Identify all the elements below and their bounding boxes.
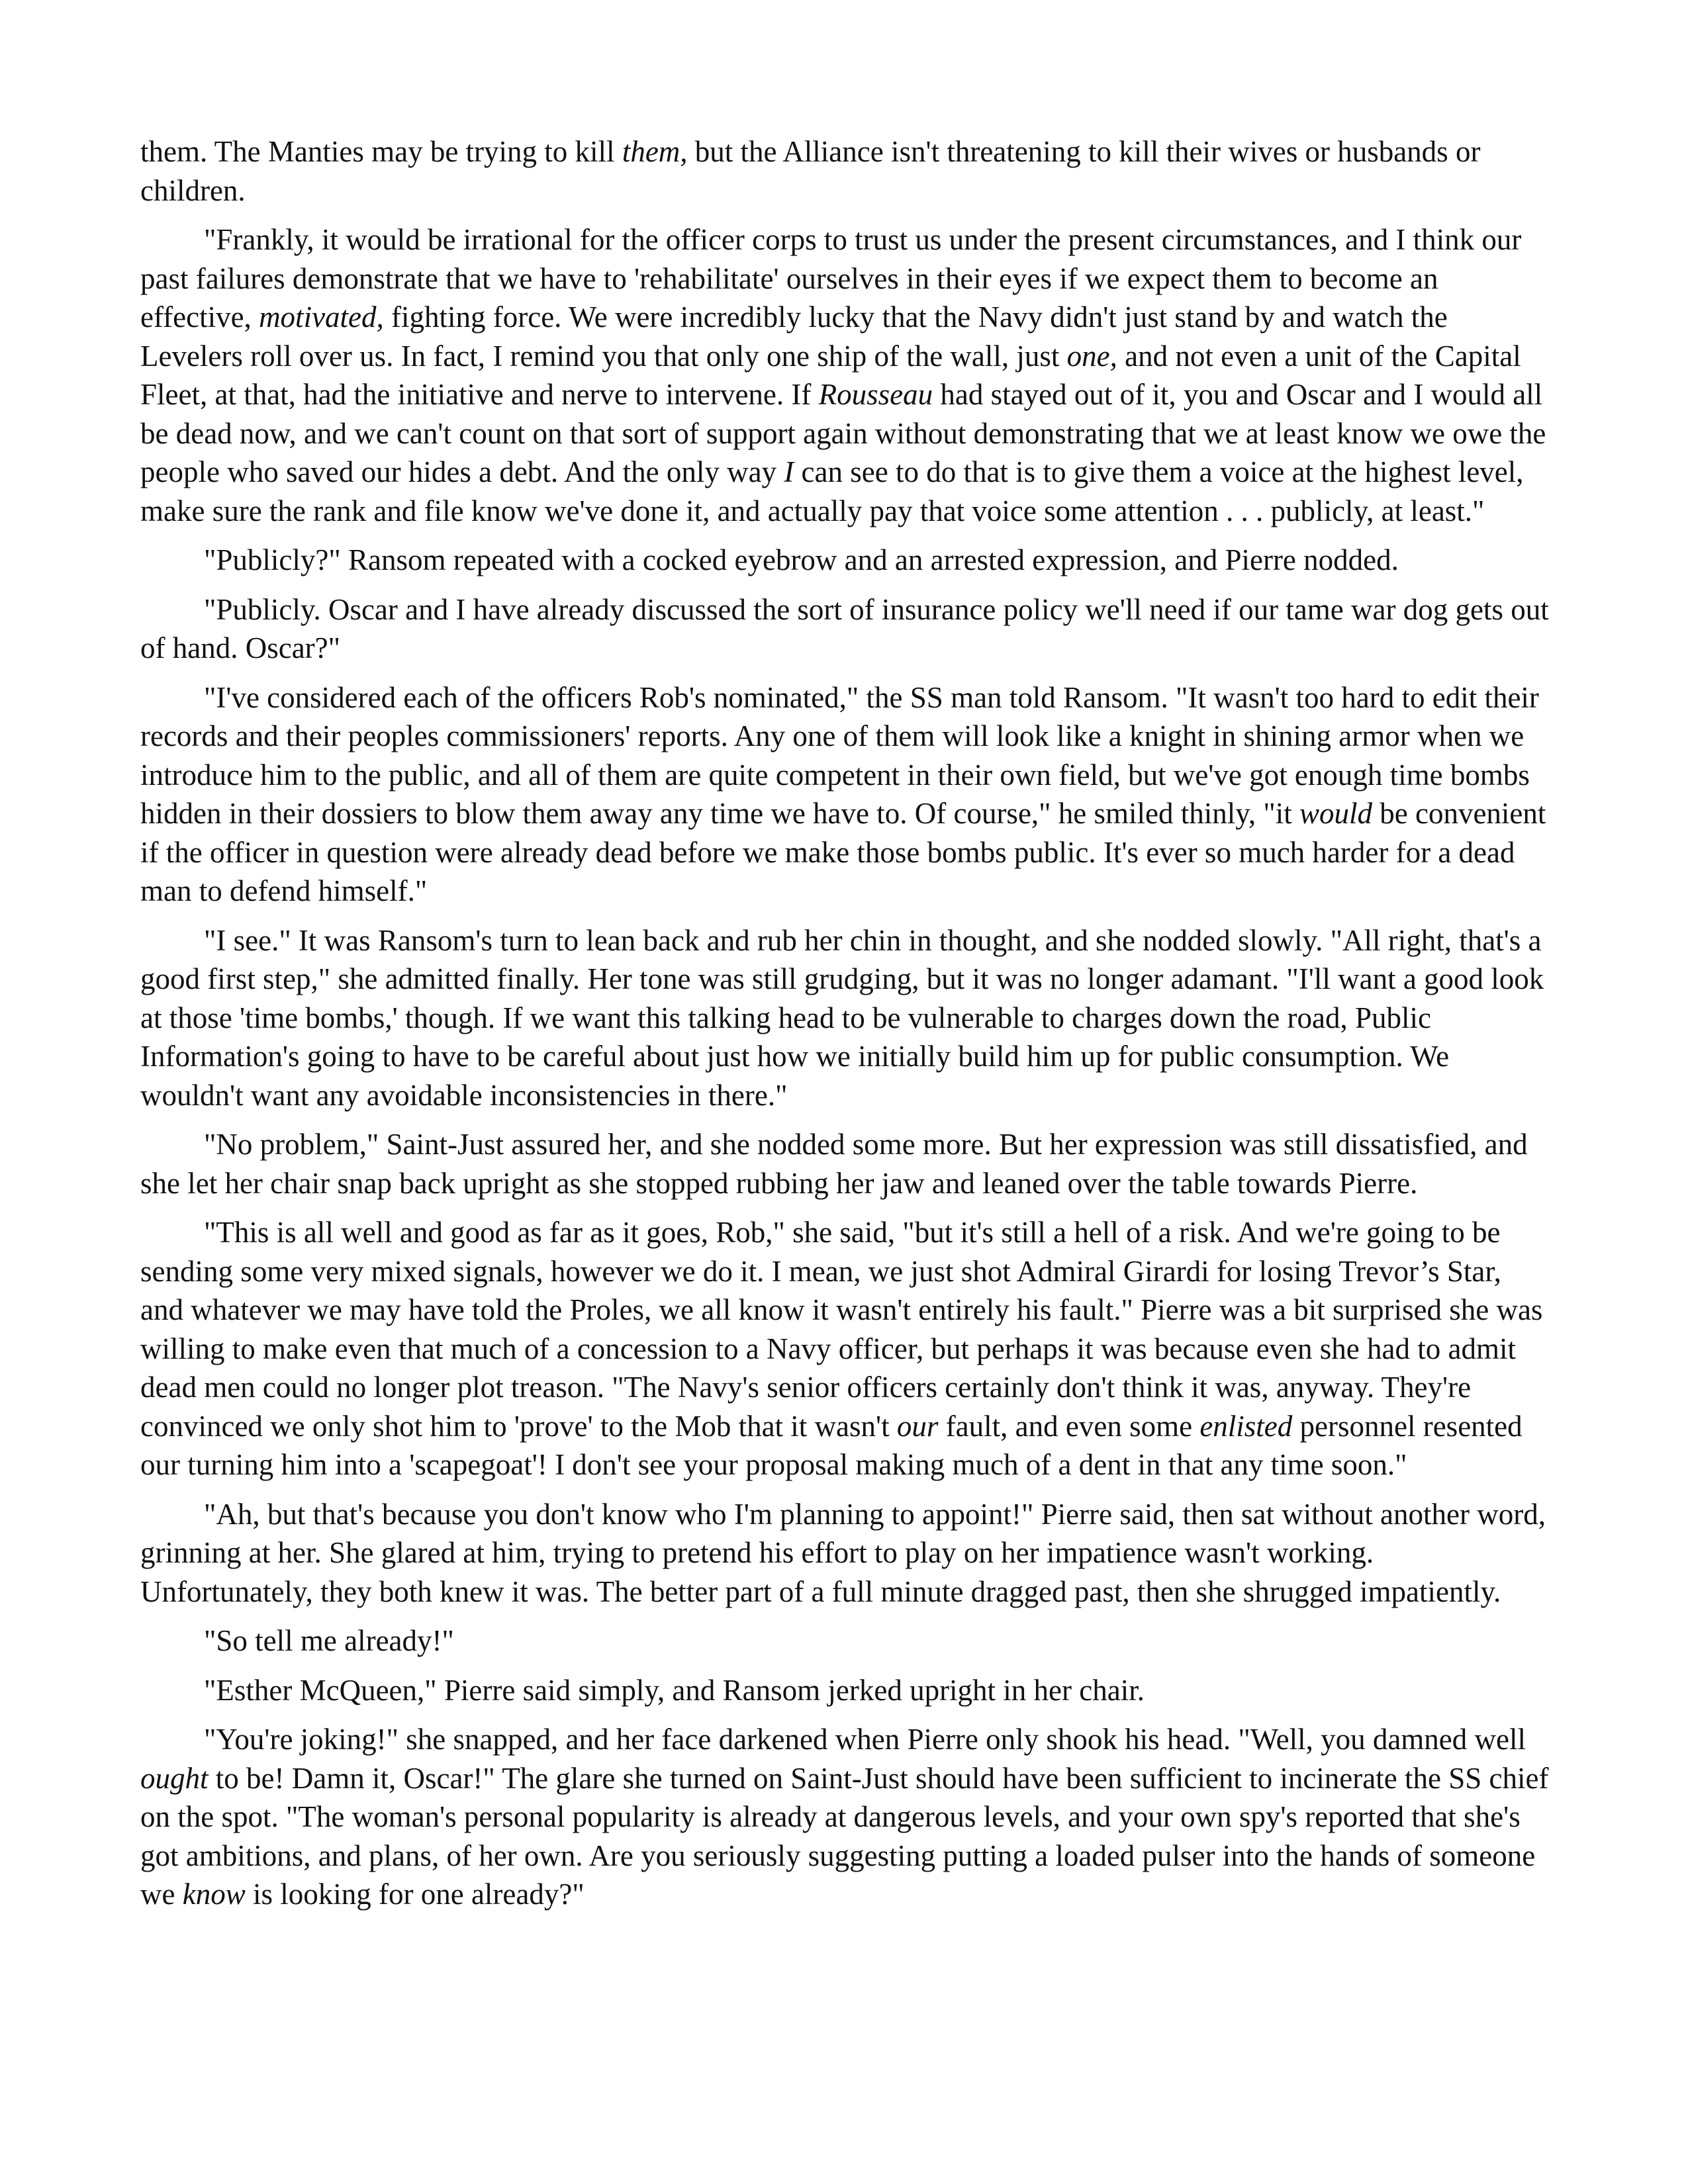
paragraph xyxy=(140,1621,1550,1661)
text-run: "I've considered each of the officers Rob's nominated," the SS man told Ransom. "It wasn't too hard to edit their records and their peoples commissioners' reports. Any one of them will look like a knight in shining armor when we introduce him to the public, and all of them are quite competent in their own field, but we've got enough time bombs hidden in their dossiers to blow them away any time we have to. Of course," he smiled thinly, "it xyxy=(140,680,1539,830)
paragraph xyxy=(140,1213,1550,1484)
italic-text: Rousseau xyxy=(818,378,933,411)
text-run: be convenient if the officer in question were already dead before we make those bombs public. It's ever so much harder for a dead man to defend himself." xyxy=(140,797,1546,907)
text-run: had stayed out of it, you and Oscar and I would all be dead now, and we can't count on that sort of support again without demonstrating that we at least know we owe the people who saved our hides a debt. And the only way xyxy=(140,378,1546,488)
paragraph xyxy=(140,1495,1550,1612)
paragraph xyxy=(140,1125,1550,1203)
text-run: "No problem," Saint-Just assured her, and she nodded some more. But her expression was still dissatisfied, and she let her chair snap back upright as she stopped rubbing her jaw and leaned over the table towards Pierre. xyxy=(140,1128,1528,1200)
text-run: fighting force. We were incredibly lucky that the Navy didn't just stand by and watch the Levelers roll over us. In fact, I remind you that only one ship of the wall, just xyxy=(140,300,1448,373)
paragraph xyxy=(140,1720,1550,1914)
book-page xyxy=(140,132,1550,1925)
italic-text: know xyxy=(182,1878,246,1911)
text-run: "Publicly?" Ransom repeated with a cocked eyebrow and an arrested expression, and Pierre nodded. xyxy=(204,543,1399,576)
paragraph xyxy=(140,590,1550,668)
text-run: "Ah, but that's because you don't know who I'm planning to appoint!" Pierre said, then sat without another word, grinning at her. She glared at him, trying to pretend his effort to play on her impatience wasn't working. Unfortunately, they both knew it was. The better part of a full minute dragged past, then she shrugged impatiently. xyxy=(140,1497,1546,1608)
text-run: "Publicly. Oscar and I have already discussed the sort of insurance policy we'll need if our tame war dog gets out of hand. Oscar?" xyxy=(140,592,1549,664)
italic-text: motivated, xyxy=(259,300,384,334)
text-run: personnel resented our turning him into a 'scapegoat'! I don't see your proposal making much of a dent in that any time soon." xyxy=(140,1409,1523,1481)
italic-text: one, xyxy=(1066,339,1117,373)
paragraph xyxy=(140,132,1550,210)
paragraph xyxy=(140,921,1550,1115)
text-run: can see to do that is to give them a voice at the highest level, make sure the rank and file know we've done it, and actually pay that voice some attention . . . publicly, at least." xyxy=(140,455,1524,527)
paragraph xyxy=(140,1671,1550,1710)
italic-text: ought xyxy=(140,1761,209,1795)
text-run: them. The Manties may be trying to kill xyxy=(140,135,622,168)
text-run: and not even a unit of the Capital Fleet, at that, had the initiative and nerve to intervene. If xyxy=(140,339,1521,411)
text-run: "Esther McQueen," Pierre said simply, and Ransom jerked upright in her chair. xyxy=(204,1673,1145,1707)
paragraph xyxy=(140,220,1550,530)
text-run: "So tell me already!" xyxy=(204,1624,454,1657)
italic-text: I xyxy=(784,455,794,488)
italic-text: would xyxy=(1299,797,1372,830)
italic-text: our xyxy=(896,1409,939,1443)
text-run: "Frankly, it would be irrational for the officer corps to trust us under the present circumstances, and I think our past failures demonstrate that we have to 'rehabilitate' ourselves in their eyes if we expect them to become an effective, xyxy=(140,223,1522,334)
italic-text: them, xyxy=(622,135,688,168)
text-run: "You're joking!" she snapped, and her face darkened when Pierre only shook his head. "Well, you damned well xyxy=(204,1723,1526,1756)
text-run: is looking for one already?" xyxy=(245,1878,585,1911)
paragraph xyxy=(140,541,1550,580)
paragraph xyxy=(140,678,1550,911)
text-run: fault, and even some xyxy=(938,1409,1200,1443)
text-run: but the Alliance isn't threatening to kill their wives or husbands or children. xyxy=(140,135,1481,207)
text-run: "This is all well and good as far as it goes, Rob," she said, "but it's still a hell of a risk. And we're going to be sending some very mixed signals, however we do it. I mean, we just shot Admiral Girardi for losing Trevor’s Star, and whatever we may have told the Proles, we all know it wasn't entirely his fault." Pierre was a bit surprised she was willing to make even that much of a concession to a Navy officer, but perhaps it was because even she had to admit dead men could no longer plot treason. "The Navy's senior officers certainly don't think it was, anyway. They're convinced we only shot him to 'prove' to the Mob that it wasn't xyxy=(140,1216,1543,1443)
text-run: to be! Damn it, Oscar!" The glare she turned on Saint-Just should have been sufficient to incinerate the SS chief on the spot. "The woman's personal popularity is already at dangerous levels, and your own spy's reported that she's got ambitions, and plans, of her own. Are you seriously suggesting putting a loaded pulser into the hands of someone we xyxy=(140,1761,1549,1911)
italic-text: enlisted xyxy=(1199,1409,1293,1443)
text-run: "I see." It was Ransom's turn to lean back and rub her chin in thought, and she nodded slowly. "All right, that's a good first step," she admitted finally. Her tone was still grudging, but it was no longer adamant. "I'll want a good look at those 'time bombs,' though. If we want this talking head to be vulnerable to charges down the road, Public Information's going to have to be careful about just how we initially build him up for public consumption. We wouldn't want any avoidable inconsistencies in there." xyxy=(140,923,1544,1112)
